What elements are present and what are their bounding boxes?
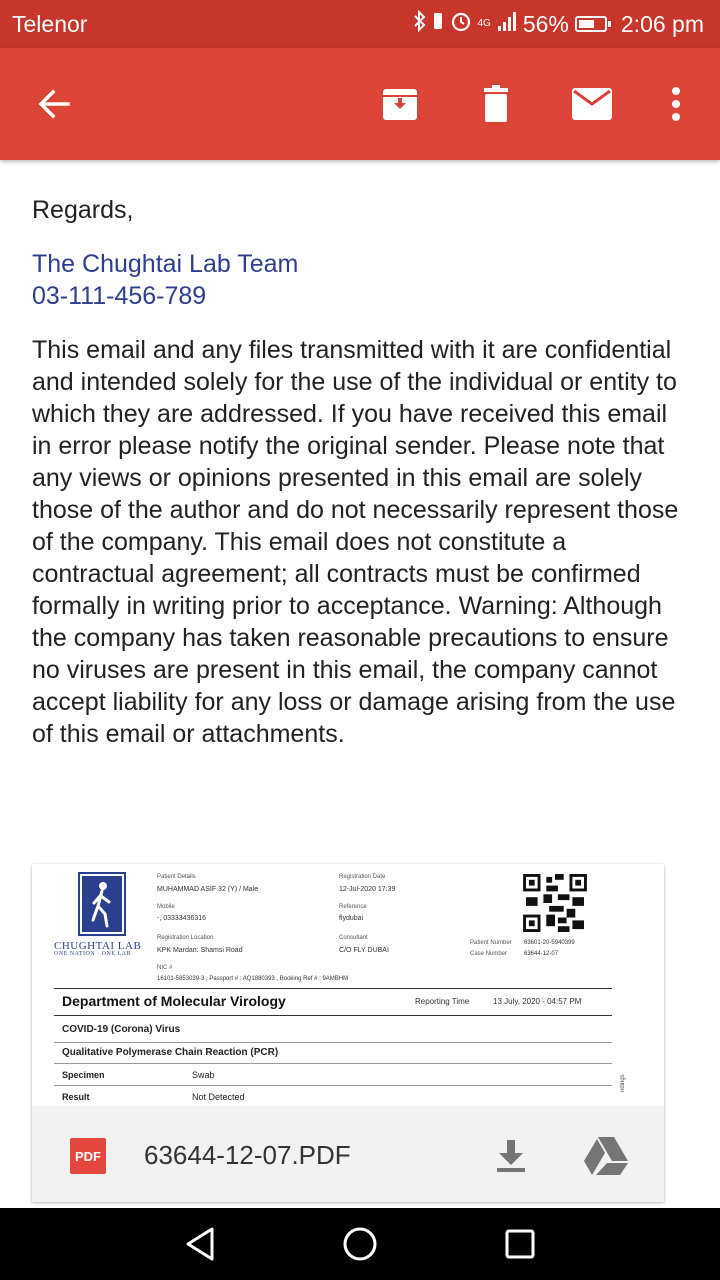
bluetooth-icon [414, 10, 426, 38]
consultant: C/O FLY DUBAI [339, 947, 389, 954]
attachment-card[interactable] [32, 864, 664, 1202]
mobile-label: Mobile [157, 904, 175, 910]
back-arrow-icon [36, 86, 72, 122]
result-value: Not Detected [192, 1092, 245, 1102]
department-title: Department of Molecular Virology [62, 993, 286, 1009]
case-number: 63644-12-07 [524, 951, 559, 957]
action-toolbar [0, 48, 720, 160]
delete-icon [476, 84, 516, 124]
mark-unread-button[interactable] [564, 76, 620, 132]
patient-details: MUHAMMAD ASIF 32 (Y) / Male [157, 886, 259, 893]
archive-button[interactable] [372, 76, 428, 132]
patient-number-label: Patient Number [470, 940, 512, 946]
closing-text: Regards, [32, 196, 134, 224]
back-button[interactable] [26, 76, 82, 132]
signal-icon [497, 10, 517, 38]
mail-icon [571, 87, 613, 121]
logo-name: CHUGHTAI LAB [54, 940, 142, 952]
vibrate-icon [432, 10, 444, 38]
divider [54, 1015, 612, 1016]
battery-icon [575, 16, 607, 32]
nic-line: 16101-5853039-3 , Passport # : AQ1880393 , Booking Ref # : 9AMBHM [157, 976, 349, 982]
pdf-file-icon: PDF [70, 1138, 106, 1174]
nav-back-button[interactable] [180, 1224, 220, 1264]
test-name: COVID-19 (Corona) Virus [62, 1024, 181, 1035]
status-icons [414, 8, 705, 40]
system-nav-bar [0, 1208, 720, 1280]
side-text: ndings [620, 1074, 626, 1092]
lab-logo [78, 872, 126, 936]
test-method: Qualitative Polymerase Chain Reaction (PCR) [62, 1047, 279, 1058]
more-vert-icon [671, 86, 681, 122]
qr-code-icon [522, 874, 588, 932]
reporting-time: 13 July, 2020 - 04:57 PM [493, 997, 582, 1006]
status-bar [0, 0, 720, 48]
result-label: Result [62, 1092, 90, 1102]
patient-number: 63601-20-5940399 [524, 940, 575, 946]
divider [54, 1042, 612, 1043]
signature-phone[interactable]: 03-111-456-789 [32, 282, 207, 310]
signature-name: The Chughtai Lab Team [32, 250, 299, 278]
case-number-label: Case Number [470, 951, 508, 957]
registration-date-label: Registration Date [339, 874, 386, 880]
divider [54, 1063, 612, 1064]
network-4g-icon: 4G [477, 18, 491, 29]
divider [54, 1085, 612, 1086]
specimen-value: Swab [192, 1070, 215, 1080]
download-button[interactable] [490, 1134, 532, 1176]
consultant-label: Consultant [339, 935, 368, 941]
disclaimer-text: This email and any files transmitted with it are confidential and intended solely for the use of the individual or entity to which they are addressed. If you have received this email in error please notify the original sender. Please note that any views or opinions presented in this email are solely those of the author and do not necessarily represent those of the company. This email does not constitute a contractual agreement; all contracts must be confirmed formally in writing prior to acceptance. Warning: Although the company has taken reasonable precautions to ensure no viruses are present in this email, the company cannot accept liability for any loss or damage arising from the use of this email or attachments. [32, 336, 679, 748]
attachment-filename[interactable]: 63644-12-07.PDF [144, 1140, 351, 1170]
clock: 2:06 pm [620, 10, 704, 37]
nav-recents-icon [504, 1228, 536, 1260]
alarm-icon [450, 10, 472, 38]
more-options-button[interactable] [648, 76, 704, 132]
specimen-label: Specimen [62, 1070, 105, 1080]
signature [32, 248, 692, 312]
patient-details-label: Patient Details [157, 874, 196, 880]
drive-icon [583, 1135, 629, 1175]
attachment-bar [32, 1106, 664, 1202]
mobile-number: -, 03333436316 [157, 915, 207, 922]
logo-tagline: ONE NATION · ONE LAB [54, 951, 131, 957]
reference: flydubai [339, 915, 364, 922]
archive-icon [380, 84, 420, 124]
reference-label: Reference [339, 904, 367, 910]
delete-button[interactable] [468, 76, 524, 132]
nav-recents-button[interactable] [500, 1224, 540, 1264]
registration-location-label: Registration Location [157, 935, 214, 941]
nav-back-icon [184, 1227, 216, 1261]
email-body [32, 190, 692, 750]
nic-label: NIC # [157, 965, 173, 971]
carrier-name: Telenor [12, 11, 88, 37]
download-icon [495, 1138, 527, 1172]
registration-date: 12-Jul-2020 17:39 [339, 886, 396, 893]
walking-person-icon [82, 876, 122, 932]
save-to-drive-button[interactable] [582, 1134, 630, 1176]
nav-home-button[interactable] [340, 1224, 380, 1264]
attachment-preview[interactable] [32, 864, 664, 1106]
divider [54, 988, 612, 989]
battery-percent: 56% [522, 10, 569, 37]
registration-location: KPK Mardan: Shamsi Road [157, 947, 243, 954]
reporting-time-label: Reporting Time [415, 997, 470, 1006]
nav-home-icon [342, 1226, 378, 1262]
